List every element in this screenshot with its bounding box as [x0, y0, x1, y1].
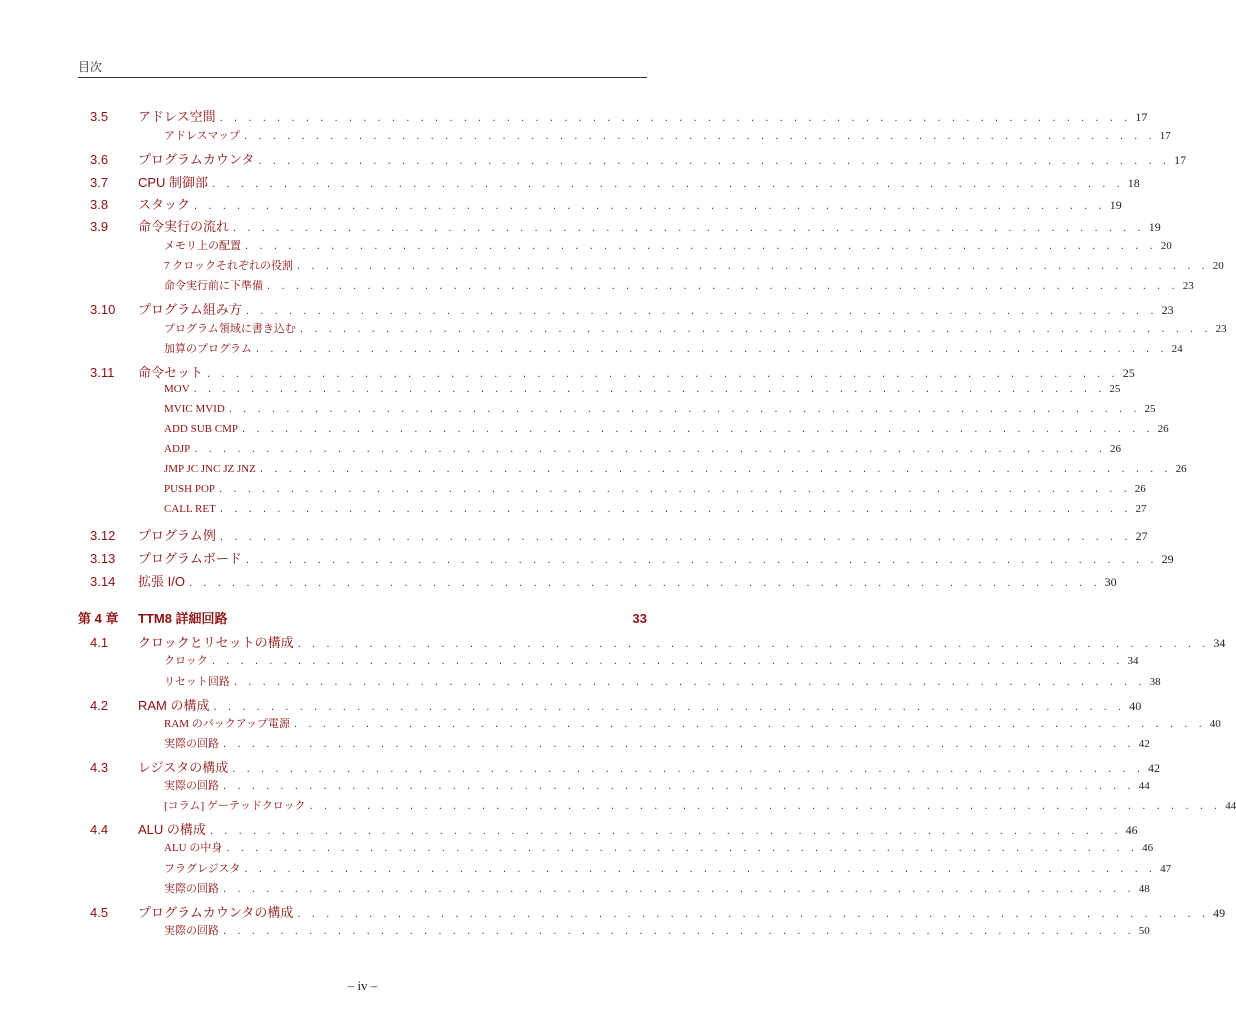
toc-subsection-page-number: 44: [1225, 800, 1236, 812]
toc-subsection-title[interactable]: MVIC MVID: [164, 403, 225, 415]
toc-subsection-row[interactable]: [164, 237, 1172, 257]
toc-section-row[interactable]: [78, 106, 1148, 126]
dot-leader: . . . . . . . . . . . . . . . . . . . . . . . . . . . . . . . . . . . . . . . . . . . . . . . . . . . . . . . . . . . . . . . .: [213, 702, 1126, 713]
toc-subsection-page-number: 20: [1212, 260, 1224, 272]
toc-subsection-title[interactable]: MOV: [164, 383, 190, 395]
dot-leader: . . . . . . . . . . . . . . . . . . . . . . . . . . . . . . . . . . . . . . . . . . . . . . . . . . . . . . . . . . . . . . . .: [219, 504, 1132, 515]
dot-leader: . . . . . . . . . . . . . . . . . . . . . . . . . . . . . . . . . . . . . . . . . . . . . . . . . . . . . . . . . . . . . . . .: [259, 464, 1172, 475]
toc-section-row[interactable]: [78, 548, 1174, 568]
toc-subsection-row[interactable]: [164, 423, 1169, 443]
toc-subsection-page-number: 50: [1138, 925, 1150, 937]
toc-subsection-page-number: 25: [1144, 403, 1156, 415]
toc-subsection-row[interactable]: [164, 383, 1121, 403]
toc-section-row[interactable]: [78, 194, 1122, 214]
dot-leader: . . . . . . . . . . . . . . . . . . . . . . . . . . . . . . . . . . . . . . . . . . . . . . . . . . . . . . . . . . . . . . . .: [223, 781, 1135, 792]
toc-subsection-row[interactable]: [164, 860, 1172, 880]
dot-leader: . . . . . . . . . . . . . . . . . . . . . . . . . . . . . . . . . . . . . . . . . . . . . . . . . . . . . . . . . . . . . . . .: [193, 384, 1106, 395]
toc-subsection-row[interactable]: [164, 652, 1139, 672]
dot-leader: . . . . . . . . . . . . . . . . . . . . . . . . . . . . . . . . . . . . . . . . . . . . . . . . . . . . . . . . . . . . . . . .: [212, 179, 1124, 190]
toc-subsection-page-number: 38: [1149, 676, 1161, 688]
toc-subsection-row[interactable]: [164, 880, 1150, 900]
toc-section-number: 4.1: [90, 635, 109, 650]
toc-section-page-number: 49: [1213, 906, 1226, 920]
dot-leader: . . . . . . . . . . . . . . . . . . . . . . . . . . . . . . . . . . . . . . . . . . . . . . . . . . . . . . . . . . . . . . . .: [233, 677, 1146, 688]
toc-section-title[interactable]: 命令実行の流れ: [138, 219, 230, 234]
dot-leader: . . . . . . . . . . . . . . . . . . . . . . . . . . . . . . . . . . . . . . . . . . . . . . . . . . . . . . . . . . . . . . . .: [226, 843, 1139, 854]
toc-subsection-title[interactable]: ADD SUB CMP: [164, 423, 238, 435]
toc-subsection-title[interactable]: 7 クロックそれぞれの役割: [164, 260, 294, 272]
dot-leader: . . . . . . . . . . . . . . . . . . . . . . . . . . . . . . . . . . . . . . . . . . . . . . . . . . . . . . . . . . . . . . . .: [219, 484, 1131, 495]
toc-subsection-title[interactable]: リセット回路: [164, 676, 230, 688]
toc-section-row[interactable]: [78, 819, 1138, 839]
toc-section-title[interactable]: アドレス空間: [138, 109, 216, 124]
toc-section-row[interactable]: [78, 149, 1187, 169]
toc-section-number: 4.3: [90, 760, 109, 775]
toc-subsection-row[interactable]: [164, 443, 1121, 463]
toc-section-page-number: 29: [1161, 552, 1174, 566]
toc-section-title[interactable]: ALU の構成: [138, 822, 206, 837]
toc-section-row[interactable]: [78, 216, 1161, 236]
toc-section-title[interactable]: プログラムカウンタ: [138, 152, 255, 167]
toc-subsection-page-number: 23: [1215, 323, 1227, 335]
toc-subsection-title[interactable]: CALL RET: [164, 503, 216, 515]
toc-section-number: 3.13: [90, 551, 116, 566]
dot-leader: . . . . . . . . . . . . . . . . . . . . . . . . . . . . . . . . . . . . . . . . . . . . . . . . . . . . . . . . . . . . . . . .: [244, 864, 1157, 875]
toc-subsection-title[interactable]: 実際の回路: [164, 780, 219, 792]
toc-subsection-title[interactable]: フラグレジスタ: [164, 863, 241, 875]
toc-section-title[interactable]: CPU 制御部: [138, 175, 209, 190]
toc-subsection-page-number: 27: [1135, 503, 1147, 515]
toc-subsection-page-number: 25: [1109, 383, 1121, 395]
toc-subsection-title[interactable]: 加算のプログラム: [164, 343, 252, 355]
toc-chapter-title[interactable]: TTM8 詳細回路: [138, 611, 228, 626]
toc-section-number: 3.9: [90, 219, 109, 234]
dot-leader: . . . . . . . . . . . . . . . . . . . . . . . . . . . . . . . . . . . . . . . . . . . . . . . . . . . . . . . . . . . . . . . .: [245, 241, 1157, 252]
toc-subsection-page-number: 46: [1142, 842, 1154, 854]
toc-section-number: 3.14: [90, 574, 116, 589]
toc-section-number: 3.5: [90, 109, 109, 124]
toc-section-number: 3.6: [90, 152, 109, 167]
toc-subsection-title[interactable]: プログラム領域に書き込む: [164, 323, 296, 335]
toc-subsection-row[interactable]: [164, 503, 1147, 523]
toc-subsection-title[interactable]: ALU の中身: [164, 842, 223, 854]
toc-section-page-number: 40: [1129, 699, 1142, 713]
toc-section-title[interactable]: プログラム例: [138, 528, 216, 543]
toc-subsection-title[interactable]: RAM のバックアップ電源: [164, 718, 291, 730]
toc-subsection-row[interactable]: [164, 797, 1236, 817]
toc-subsection-page-number: 17: [1159, 130, 1171, 142]
page-number: – iv –: [347, 978, 378, 993]
toc-section-row[interactable]: [78, 695, 1142, 715]
toc-section-title[interactable]: プログラムボード: [138, 551, 242, 566]
toc-section-page-number: 18: [1127, 176, 1140, 190]
toc-subsection-row[interactable]: [164, 127, 1171, 147]
dot-leader: . . . . . . . . . . . . . . . . . . . . . . . . . . . . . . . . . . . . . . . . . . . . . . . . . . . . . . . . . . . . . . . .: [297, 639, 1210, 650]
toc-chapter-row[interactable]: [78, 608, 647, 628]
toc-chapter-page-number: 33: [632, 611, 647, 626]
toc-section-row[interactable]: [78, 902, 1226, 922]
dot-leader: . . . . . . . . . . . . . . . . . . . . . . . . . . . . . . . . . . . . . . . . . . . . . . . . . . . . . . . . . . . . . . . .: [245, 555, 1158, 566]
dot-leader: . . . . . . . . . . . . . . . . . . . . . . . . . . . . . . . . . . . . . . . . . . . . . . . . . . . . . . . . . . . . . . . .: [211, 656, 1124, 667]
toc-subsection-row[interactable]: [164, 673, 1161, 693]
dot-leader: . . . . . . . . . . . . . . . . . . . . . . . . . . . . . . . . . . . . . . . . . . . . . . . . . . . . . . . . . . . . . . . .: [258, 156, 1171, 167]
toc-subsection-title[interactable]: 命令実行前に下準備: [164, 280, 263, 292]
toc-section-page-number: 46: [1125, 823, 1138, 837]
toc-subsection-title[interactable]: JMP JC JNC JZ JNZ: [164, 463, 256, 475]
toc-chapter-number: 第 4 章: [78, 611, 119, 626]
dot-leader: . . . . . . . . . . . . . . . . . . . . . . . . . . . . . . . . . . . . . . . . . . . . . . . . . . . . . . . . . . . . . . . .: [194, 444, 1106, 455]
toc-subsection-row[interactable]: [164, 735, 1150, 755]
toc-subsection-title[interactable]: 実際の回路: [164, 883, 219, 895]
toc-subsection-title[interactable]: クロック: [164, 655, 208, 667]
toc-section-row[interactable]: [78, 172, 1140, 192]
dot-leader: . . . . . . . . . . . . . . . . . . . . . . . . . . . . . . . . . . . . . . . . . . . . . . . . . . . . . . . . . . . . . . . .: [219, 113, 1132, 124]
toc-section-page-number: 17: [1135, 110, 1148, 124]
toc-subsection-row[interactable]: [164, 320, 1227, 340]
toc-subsection-page-number: 26: [1110, 443, 1121, 455]
toc-section-number: 3.11: [90, 365, 115, 380]
toc-section-page-number: 42: [1148, 761, 1160, 775]
toc-subsection-row[interactable]: [164, 340, 1183, 360]
toc-subsection-title[interactable]: [コラム] ゲーテッドクロック: [164, 800, 306, 812]
dot-leader: . . . . . . . . . . . . . . . . . . . . . . . . . . . . . . . . . . . . . . . . . . . . . . . . . . . . . . . . . . . . . . . .: [255, 344, 1168, 355]
toc-section-title[interactable]: RAM の構成: [138, 698, 210, 713]
toc-section-number: 3.8: [90, 197, 109, 212]
dot-leader: . . . . . . . . . . . . . . . . . . . . . . . . . . . . . . . . . . . . . . . . . . . . . . . . . . . . . . . . . . . . . . . .: [245, 306, 1158, 317]
toc-section-page-number: 17: [1174, 153, 1187, 167]
dot-leader: . . . . . . . . . . . . . . . . . . . . . . . . . . . . . . . . . . . . . . . . . . . . . . . . . . . . . . . . . . . . . . . .: [228, 404, 1141, 415]
toc-section-page-number: 23: [1161, 303, 1174, 317]
dot-leader: . . . . . . . . . . . . . . . . . . . . . . . . . . . . . . . . . . . . . . . . . . . . . . . . . . . . . . . . . . . . . . . .: [223, 884, 1135, 895]
toc-section-row[interactable]: [78, 571, 1117, 591]
toc-subsection-row[interactable]: [164, 777, 1150, 797]
toc-section-title[interactable]: プログラム組み方: [138, 302, 242, 317]
toc-section-page-number: 30: [1104, 575, 1117, 589]
toc-subsection-row[interactable]: [164, 715, 1221, 735]
toc-section-row[interactable]: [78, 757, 1160, 777]
toc-section-row[interactable]: [78, 362, 1135, 382]
toc-subsection-row[interactable]: [164, 277, 1194, 297]
toc-section-row[interactable]: [78, 632, 1226, 652]
dot-leader: . . . . . . . . . . . . . . . . . . . . . . . . . . . . . . . . . . . . . . . . . . . . . . . . . . . . . . . . . . . . . . . .: [194, 201, 1106, 212]
dot-leader: . . . . . . . . . . . . . . . . . . . . . . . . . . . . . . . . . . . . . . . . . . . . . . . . . . . . . . . . . . . . . . . .: [188, 578, 1101, 589]
dot-leader: . . . . . . . . . . . . . . . . . . . . . . . . . . . . . . . . . . . . . . . . . . . . . . . . . . . . . . . . . . . . . . . .: [294, 719, 1206, 730]
toc-section-title[interactable]: スタック: [138, 197, 191, 212]
dot-leader: . . . . . . . . . . . . . . . . . . . . . . . . . . . . . . . . . . . . . . . . . . . . . . . . . . . . . . . . . . . . . . . .: [297, 909, 1210, 920]
toc-section-title[interactable]: レジスタの構成: [138, 760, 229, 775]
toc-subsection-page-number: 47: [1160, 863, 1172, 875]
toc-section-row[interactable]: [78, 525, 1148, 545]
dot-leader: . . . . . . . . . . . . . . . . . . . . . . . . . . . . . . . . . . . . . . . . . . . . . . . . . . . . . . . . . . . . . . . .: [267, 281, 1179, 292]
dot-leader: . . . . . . . . . . . . . . . . . . . . . . . . . . . . . . . . . . . . . . . . . . . . . . . . . . . . . . . . . . . . . . . .: [297, 261, 1209, 272]
toc-section-number: 3.10: [90, 302, 116, 317]
dot-leader: . . . . . . . . . . . . . . . . . . . . . . . . . . . . . . . . . . . . . . . . . . . . . . . . . . . . . . . . . . . . . . . .: [241, 424, 1154, 435]
header-title: 目次: [78, 60, 103, 74]
toc-subsection-row[interactable]: [164, 483, 1146, 503]
toc-subsection-page-number: 44: [1138, 780, 1150, 792]
toc-subsection-page-number: 23: [1182, 280, 1194, 292]
dot-leader: . . . . . . . . . . . . . . . . . . . . . . . . . . . . . . . . . . . . . . . . . . . . . . . . . . . . . . . . . . . . . . . .: [299, 324, 1212, 335]
toc-subsection-title[interactable]: 実際の回路: [164, 925, 219, 937]
toc-section-title[interactable]: プログラムカウンタの構成: [138, 905, 294, 920]
toc-subsection-page-number: 42: [1138, 738, 1150, 750]
toc-section-page-number: 34: [1213, 636, 1226, 650]
dot-leader: . . . . . . . . . . . . . . . . . . . . . . . . . . . . . . . . . . . . . . . . . . . . . . . . . . . . . . . . . . . . . . . .: [207, 369, 1119, 380]
toc-section-page-number: 19: [1109, 198, 1122, 212]
toc-subsection-title[interactable]: 実際の回路: [164, 738, 219, 750]
dot-leader: . . . . . . . . . . . . . . . . . . . . . . . . . . . . . . . . . . . . . . . . . . . . . . . . . . . . . . . . . . . . . . . .: [232, 764, 1144, 775]
toc-subsection-row[interactable]: [164, 839, 1154, 859]
dot-leader: . . . . . . . . . . . . . . . . . . . . . . . . . . . . . . . . . . . . . . . . . . . . . . . . . . . . . . . . . . . . . . . .: [233, 223, 1145, 234]
dot-leader: . . . . . . . . . . . . . . . . . . . . . . . . . . . . . . . . . . . . . . . . . . . . . . . . . . . . . . . . . . . . . . . .: [244, 131, 1156, 142]
toc-subsection-page-number: 26: [1134, 483, 1146, 495]
toc-subsection-row[interactable]: [164, 257, 1224, 277]
toc-section-number: 4.5: [90, 905, 109, 920]
toc-subsection-title[interactable]: ADJP: [164, 443, 191, 455]
toc-subsection-row[interactable]: [164, 403, 1156, 423]
dot-leader: . . . . . . . . . . . . . . . . . . . . . . . . . . . . . . . . . . . . . . . . . . . . . . . . . . . . . . . . . . . . . . . .: [223, 739, 1135, 750]
toc-section-row[interactable]: [78, 299, 1174, 319]
dot-leader: . . . . . . . . . . . . . . . . . . . . . . . . . . . . . . . . . . . . . . . . . . . . . . . . . . . . . . . . . . . . . . . .: [223, 926, 1135, 937]
toc-subsection-row[interactable]: [164, 463, 1187, 483]
toc-section-title[interactable]: クロックとリセットの構成: [138, 635, 294, 650]
toc-section-page-number: 25: [1122, 366, 1135, 380]
dot-leader: . . . . . . . . . . . . . . . . . . . . . . . . . . . . . . . . . . . . . . . . . . . . . . . . . . . . . . . . . . . . . . . .: [219, 532, 1132, 543]
toc-subsection-page-number: 48: [1138, 883, 1150, 895]
toc-subsection-row[interactable]: [164, 922, 1150, 942]
toc-subsection-page-number: 26: [1157, 423, 1169, 435]
toc-section-title[interactable]: 拡張 I/O: [138, 574, 185, 589]
toc-subsection-page-number: 24: [1171, 343, 1183, 355]
toc-subsection-page-number: 20: [1160, 240, 1172, 252]
toc-subsection-title[interactable]: PUSH POP: [164, 483, 216, 495]
dot-leader: . . . . . . . . . . . . . . . . . . . . . . . . . . . . . . . . . . . . . . . . . . . . . . . . . . . . . . . . . . . . . . . .: [309, 801, 1222, 812]
toc-section-title[interactable]: 命令セット: [138, 365, 204, 380]
toc-subsection-page-number: 26: [1175, 463, 1187, 475]
dot-leader: . . . . . . . . . . . . . . . . . . . . . . . . . . . . . . . . . . . . . . . . . . . . . . . . . . . . . . . . . . . . . . . .: [209, 826, 1122, 837]
toc-section-number: 4.4: [90, 822, 109, 837]
toc-subsection-page-number: 40: [1209, 718, 1221, 730]
toc-section-page-number: 19: [1148, 220, 1161, 234]
toc-section-page-number: 27: [1135, 529, 1148, 543]
toc-section-number: 3.7: [90, 175, 109, 190]
toc-section-number: 3.12: [90, 528, 116, 543]
toc-subsection-page-number: 34: [1127, 655, 1139, 667]
toc-subsection-title[interactable]: アドレスマップ: [164, 130, 241, 142]
toc-section-number: 4.2: [90, 698, 109, 713]
toc-subsection-title[interactable]: メモリ上の配置: [164, 240, 241, 252]
